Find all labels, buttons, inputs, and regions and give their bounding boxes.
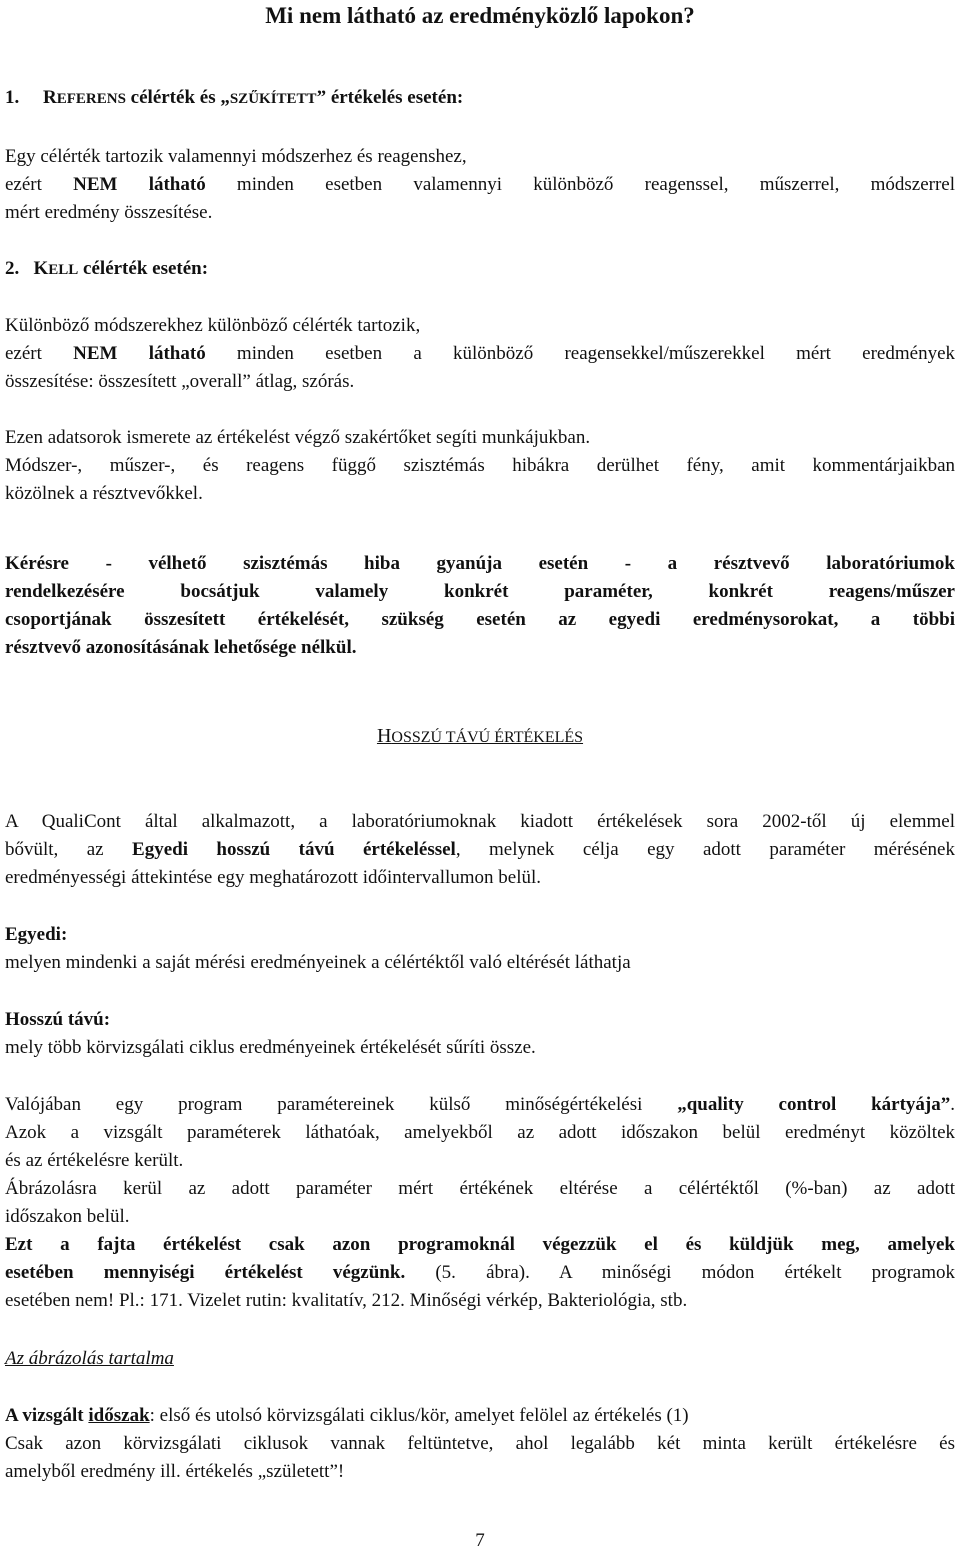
paragraph: Egy célérték tartozik valamennyi módszerhez és reagenshez, ezért NEM látható minden esetben valamennyi különböző reagenssel, műszerrel, módszerrel mért eredmény összesítése. (5, 146, 956, 223)
section-heading: 1. REFERENS célérték és „SZŰKÍTETT” értékelés esetén: (5, 87, 464, 108)
definition-egyedi: Egyedi: melyen mindenki a saját mérési eredményeinek a célértéktől való eltérését láthatja (5, 924, 631, 973)
text-line: ezért NEM látható minden esetben a különböző reagensekkel/műszerekkel mért eredmények (5, 343, 956, 364)
paragraph: Különböző módszerekhez különböző célérték tartozik, ezért NEM látható minden esetben a különböző reagensekkel/műszerekkel mért eredmények összesítése: összesített „overall” átlag, szórás. (5, 315, 956, 392)
bold-paragraph: Kérésre - vélhető szisztémás hiba gyanúja esetén - a résztvevő laboratóriumok rendelkezésére bocsátjuk valamely konkrét paraméter, konkrét reagens/műszer csoportjának összesített értékelését, szükség esetén az egyedi eredménysorokat, a többi résztvevő azonosításának lehetősége nélkül. (5, 553, 955, 658)
paragraph: A vizsgált időszak: első és utolsó körvizsgálati ciklus/kör, amelyet felölel az értékelés (1) Csak azon körvizsgálati ciklusok vannak feltüntetve, ahol legalább két minta került értékelésre és amelyből eredmény ill. értékelés „született”! (5, 1402, 955, 1486)
text-line: esetében mennyiségi értékelést végzünk. (5. ábra). A minőségi módon értékelt programok (5, 1262, 955, 1283)
text-line: A vizsgált időszak: első és utolsó körvizsgálati ciklus/kör, amelyet felölel az értékelés (1) (5, 1405, 689, 1426)
page-number: 7 (475, 1530, 485, 1551)
definition-hosszu: Hosszú távú: mely több körvizsgálati ciklus eredményeinek értékelését sűríti össze. (5, 1009, 536, 1058)
page-title: Mi nem látható az eredményközlő lapokon? (265, 3, 695, 28)
text-line: bővült, az Egyedi hosszú távú értékeléssel, melynek célja egy adott paraméter mérésének (5, 839, 955, 860)
section-kell (5, 255, 955, 284)
section-heading: 2. KELL célérték esetén: (5, 258, 209, 279)
text-line: Valójában egy program paramétereinek külső minőségértékelési „quality control kártyája”. (5, 1094, 955, 1115)
paragraph: Ezen adatsorok ismerete az értékelést végző szakértőket segíti munkájukban. Módszer-, műszer-, és reagens függő szisztémás hibákra derülhet fény, amit kommentárjaikban közölnek a résztvevőkkel. (5, 427, 955, 504)
paragraph: Valójában egy program paramétereinek külső minőségértékelési „quality control kártyája”. Azok a vizsgált paraméterek láthatóak, amelyekből az adott időszakon belül eredményt közöltek és az értékelésre került. Ábrázolásra kerül az adott paraméter mért értékének eltérése a célértéktől (%-ban) az adott időszakon belül. Ezt a fajta értékelést csak azon programoknál végezzük el és küldjük meg, amelyek esetében mennyiségi értékelést végzünk. (5. ábra). A minőségi módon értékelt programok esetében nem! Pl.: 171. Vizelet rutin: kvalitatív, 212. Minőségi vérkép, Bakteriológia, stb. (5, 1091, 955, 1315)
section-title: HOSSZÚ TÁVÚ ÉRTÉKELÉS (376, 725, 584, 747)
subsection-heading: Az ábrázolás tartalma (5, 1348, 174, 1369)
section-referens (5, 84, 955, 113)
text-line: ezért NEM látható minden esetben valamennyi különböző reagenssel, műszerrel, módszerrel (5, 174, 956, 195)
paragraph: A QualiCont által alkalmazott, a laboratóriumoknak kiadott értékelések sora 2002-től új elemmel bővült, az Egyedi hosszú távú értékeléssel, melynek célja egy adott paraméter mérésének eredményességi áttekintése egy meghatározott időintervallumon belül. (5, 811, 955, 888)
